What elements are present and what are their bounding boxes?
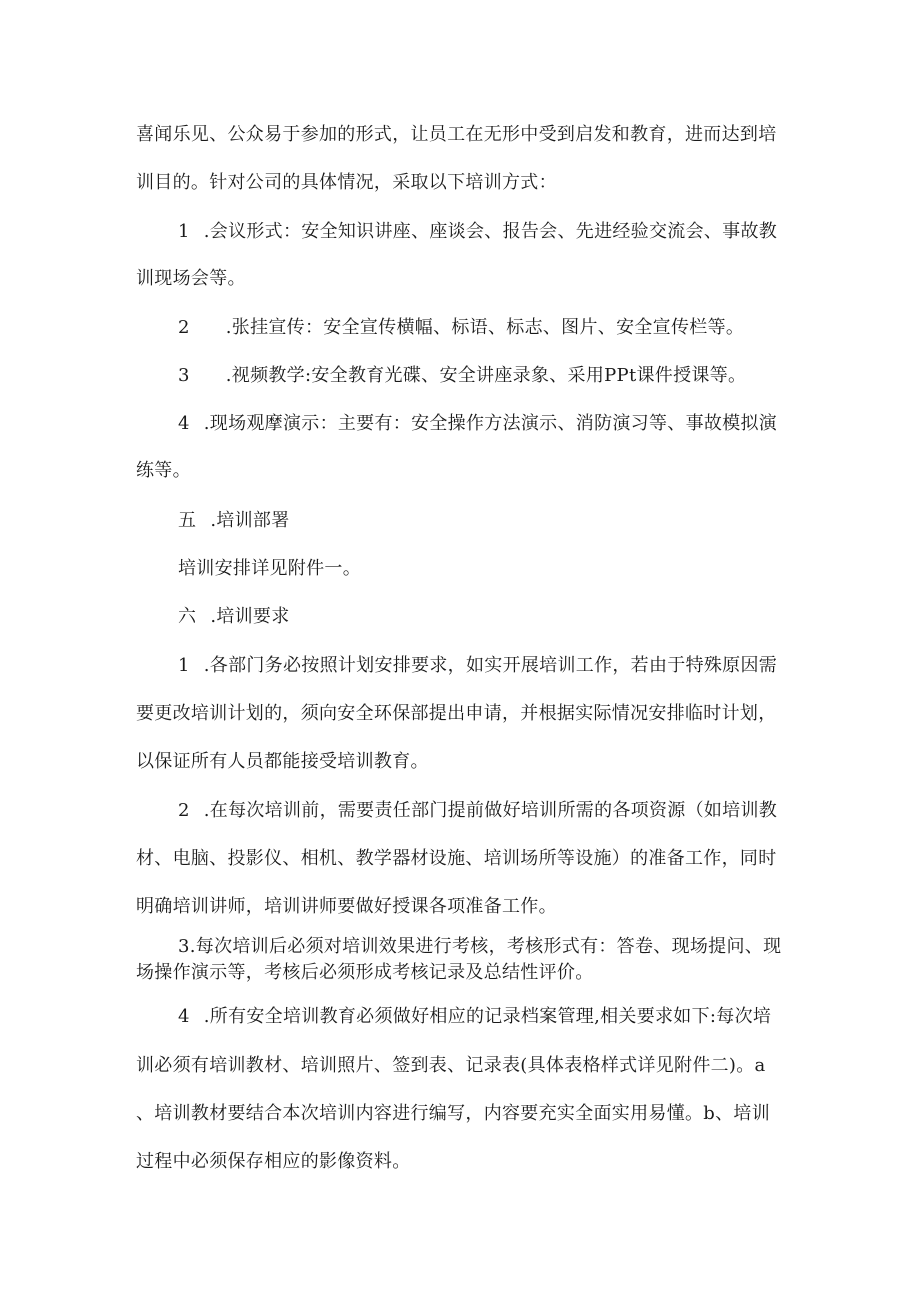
requirement-3-line-1 (178, 934, 781, 960)
method-2-number: 2 (178, 317, 190, 338)
method-2-text: .张挂宣传：安全宣传横幅、标语、标志、图片、安全宣传栏等。 (225, 317, 745, 338)
intro-line-1 (136, 122, 777, 148)
requirement-4-text-cont-1: 训必须有培训教材、培训照片、签到表、记录表(具体表格样式详见附件二)。a (136, 1055, 766, 1076)
intro-line-2 (136, 170, 557, 196)
intro-text-1: 喜闻乐见、公众易于参加的形式，让员工在无形中受到启发和教育，进而达到培 (136, 124, 777, 145)
method-4-text-cont: 练等。 (136, 460, 191, 481)
section-5-heading (178, 508, 290, 534)
requirement-2-text: .在每次培训前，需要责任部门提前做好培训所需的各项资源（如培训教 (203, 800, 778, 821)
section-5-text: 培训安排详见附件一。 (178, 558, 361, 579)
requirement-1-line-2 (136, 701, 777, 727)
method-1-line-1 (178, 219, 777, 245)
method-3-line (178, 363, 746, 389)
requirement-3-number: 3 (178, 936, 190, 957)
requirement-1-line-1 (178, 653, 777, 679)
requirement-1-text-cont-2: 以保证所有人员都能接受培训教育。 (136, 751, 429, 772)
method-4-line-1 (178, 411, 777, 437)
method-3-number: 3 (178, 365, 190, 386)
requirement-3-text: .每次培训后必须对培训效果进行考核，考核形式有：答卷、现场提问、现 (189, 936, 782, 957)
section-5-number: 五 (178, 510, 197, 531)
method-1-text-cont: 训现场会等。 (136, 268, 246, 289)
requirement-2-text-cont-2: 明确培训讲师，培训讲师要做好授课各项准备工作。 (136, 896, 557, 917)
requirement-4-text: .所有安全培训教育必须做好相应的记录档案管理,相关要求如下:每次培 (203, 1006, 772, 1027)
requirement-2-number: 2 (178, 800, 190, 821)
method-4-number: 4 (178, 413, 190, 434)
requirement-1-line-3 (136, 749, 429, 775)
section-5-body (178, 556, 361, 582)
requirement-4-text-cont-3: 过程中必须保存相应的影像资料。 (136, 1151, 411, 1172)
requirement-2-line-3 (136, 894, 557, 920)
section-6-title: .培训要求 (210, 606, 290, 627)
requirement-4-number: 4 (178, 1006, 190, 1027)
method-2-line (178, 315, 744, 341)
requirement-4-line-4 (136, 1149, 411, 1175)
requirement-4-line-2 (136, 1053, 766, 1079)
requirement-2-text-cont-1: 材、电脑、投影仪、相机、教学器材设施、培训场所等设施）的准备工作，同时 (136, 848, 777, 869)
requirement-1-text: .各部门务必按照计划安排要求，如实开展培训工作，若由于特殊原因需 (203, 655, 778, 676)
intro-text-2: 训目的。针对公司的具体情况，采取以下培训方式： (136, 172, 557, 193)
requirement-3-line-2 (136, 960, 594, 986)
section-6-number: 六 (178, 606, 197, 627)
section-5-title: .培训部署 (210, 510, 290, 531)
method-1-text: .会议形式：安全知识讲座、座谈会、报告会、先进经验交流会、事故教 (203, 221, 778, 242)
method-4-text: .现场观摩演示：主要有：安全操作方法演示、消防演习等、事故模拟演 (203, 413, 778, 434)
method-1-line-2 (136, 266, 246, 292)
requirement-4-line-1 (178, 1004, 771, 1030)
method-1-number: 1 (178, 221, 190, 242)
requirement-2-line-2 (136, 846, 777, 872)
method-4-line-2 (136, 458, 191, 484)
requirement-4-line-3 (136, 1101, 770, 1127)
method-3-text: .视频教学:安全教育光碟、安全讲座录象、采用PPt课件授课等。 (225, 365, 747, 386)
requirement-4-text-cont-2: 、培训教材要结合本次培训内容进行编写，内容要充实全面实用易懂。b、培训 (136, 1103, 771, 1124)
section-6-heading (178, 604, 290, 630)
requirement-3-text-cont: 场操作演示等，考核后必须形成考核记录及总结性评价。 (136, 962, 594, 983)
requirement-2-line-1 (178, 798, 777, 824)
requirement-1-text-cont-1: 要更改培训计划的，须向安全环保部提出申请，并根据实际情况安排临时计划， (136, 703, 777, 724)
requirement-1-number: 1 (178, 655, 190, 676)
